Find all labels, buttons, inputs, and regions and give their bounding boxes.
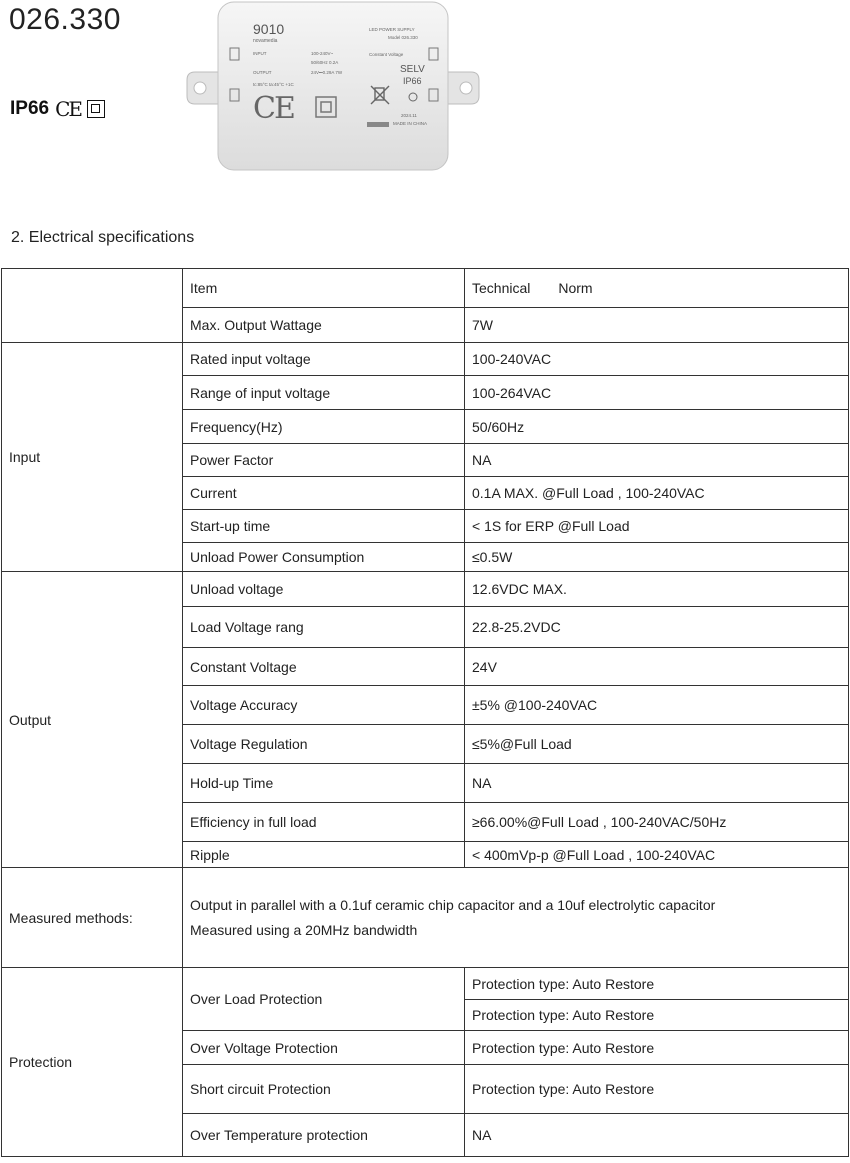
- group-output: Output: [2, 572, 183, 868]
- spec-table: [1, 268, 849, 1157]
- item-cell: Hold-up Time: [183, 764, 465, 803]
- item-cell: Ripple: [183, 842, 465, 868]
- value-cell: NA: [465, 1114, 849, 1157]
- group-protection: Protection: [2, 968, 183, 1157]
- label-ip: IP66: [403, 76, 422, 86]
- head-item: Item: [183, 269, 465, 308]
- value-cell: 100-264VAC: [465, 376, 849, 410]
- label-output-value: 24V⎓0.29A 7W: [311, 70, 343, 75]
- label-model-code: 9010: [253, 21, 285, 37]
- value-cell: Protection type: Auto Restore: [465, 1000, 849, 1031]
- item-cell: Voltage Accuracy: [183, 686, 465, 725]
- value-cell: ≥66.00%@Full Load , 100-240VAC/50Hz: [465, 803, 849, 842]
- value-cell: Protection type: Auto Restore: [465, 1065, 849, 1114]
- blank-cell: [2, 269, 183, 343]
- section-title: 2. Electrical specifications: [11, 229, 195, 246]
- item-cell: Max. Output Wattage: [183, 308, 465, 343]
- value-cell: 22.8-25.2VDC: [465, 607, 849, 648]
- group-input: Input: [2, 343, 183, 572]
- value-cell: 24V: [465, 648, 849, 686]
- value-cell: NA: [465, 764, 849, 803]
- product-image: [183, 0, 483, 175]
- value-cell: 12.6VDC MAX.: [465, 572, 849, 607]
- label-brand: novamedia: [253, 38, 278, 44]
- value-cell: 7W: [465, 308, 849, 343]
- item-cell: Over Load Protection: [183, 968, 465, 1031]
- certification-marks: [10, 97, 105, 121]
- item-cell: Over Voltage Protection: [183, 1031, 465, 1065]
- label-input: INPUT: [253, 51, 267, 56]
- label-input-value: 100-240V~: [311, 51, 334, 56]
- value-cell: ≤5%@Full Load: [465, 725, 849, 764]
- value-cell: ≤0.5W: [465, 543, 849, 572]
- label-output: OUTPUT: [253, 70, 272, 75]
- item-cell: Range of input voltage: [183, 376, 465, 410]
- model-number: 026.330: [9, 3, 121, 36]
- ip-rating: IP66: [10, 98, 50, 119]
- head-norm: [465, 269, 849, 308]
- value-cell: < 1S for ERP @Full Load: [465, 510, 849, 543]
- item-cell: Start-up time: [183, 510, 465, 543]
- item-cell: Frequency(Hz): [183, 410, 465, 444]
- label-temps: tc:85°C ta:45°C +1C: [253, 82, 294, 87]
- table-row: [2, 868, 849, 968]
- head-norm-norm: Norm: [558, 280, 593, 296]
- item-cell: Unload Power Consumption: [183, 543, 465, 572]
- item-cell: Over Temperature protection: [183, 1114, 465, 1157]
- value-cell: 0.1A MAX. @Full Load , 100-240VAC: [465, 477, 849, 510]
- item-cell: Load Voltage rang: [183, 607, 465, 648]
- head-norm-technical: Technical: [472, 280, 531, 296]
- table-row: [2, 572, 849, 607]
- class-ii-icon: [87, 100, 105, 118]
- label-title: LED POWER SUPPLY: [369, 27, 415, 32]
- value-cell: Protection type: Auto Restore: [465, 1031, 849, 1065]
- measured-note: [183, 868, 849, 968]
- group-measured: Measured methods:: [2, 868, 183, 968]
- svg-text:CE: CE: [253, 91, 294, 126]
- item-cell: Short circuit Protection: [183, 1065, 465, 1114]
- item-cell: Current: [183, 477, 465, 510]
- ce-mark-icon: CE: [55, 97, 81, 121]
- value-cell: 50/60Hz: [465, 410, 849, 444]
- value-cell: ±5% @100-240VAC: [465, 686, 849, 725]
- label-date: 2024.11: [401, 113, 417, 118]
- label-selv: SELV: [400, 64, 425, 75]
- table-row: [2, 269, 849, 308]
- table-row: [2, 343, 849, 376]
- label-input-freq: 50/60Hz 0.2A: [311, 60, 339, 65]
- item-cell: Voltage Regulation: [183, 725, 465, 764]
- table-row: [2, 968, 849, 1000]
- value-cell: < 400mVp-p @Full Load , 100-240VAC: [465, 842, 849, 868]
- item-cell: Constant Voltage: [183, 648, 465, 686]
- item-cell: Power Factor: [183, 444, 465, 477]
- value-cell: 100-240VAC: [465, 343, 849, 376]
- measured-line: Measured using a 20MHz bandwidth: [190, 921, 418, 938]
- item-cell: Unload voltage: [183, 572, 465, 607]
- item-cell: Efficiency in full load: [183, 803, 465, 842]
- value-cell: NA: [465, 444, 849, 477]
- label-model: Model 026.330: [388, 35, 418, 40]
- value-cell: Protection type: Auto Restore: [465, 968, 849, 1000]
- label-mode: Constant Voltage: [369, 52, 404, 57]
- measured-line: Output in parallel with a 0.1uf ceramic chip capacitor and a 10uf electrolytic capacitor: [190, 896, 716, 913]
- item-cell: Rated input voltage: [183, 343, 465, 376]
- label-made-in: MADE IN CHINA: [393, 121, 428, 126]
